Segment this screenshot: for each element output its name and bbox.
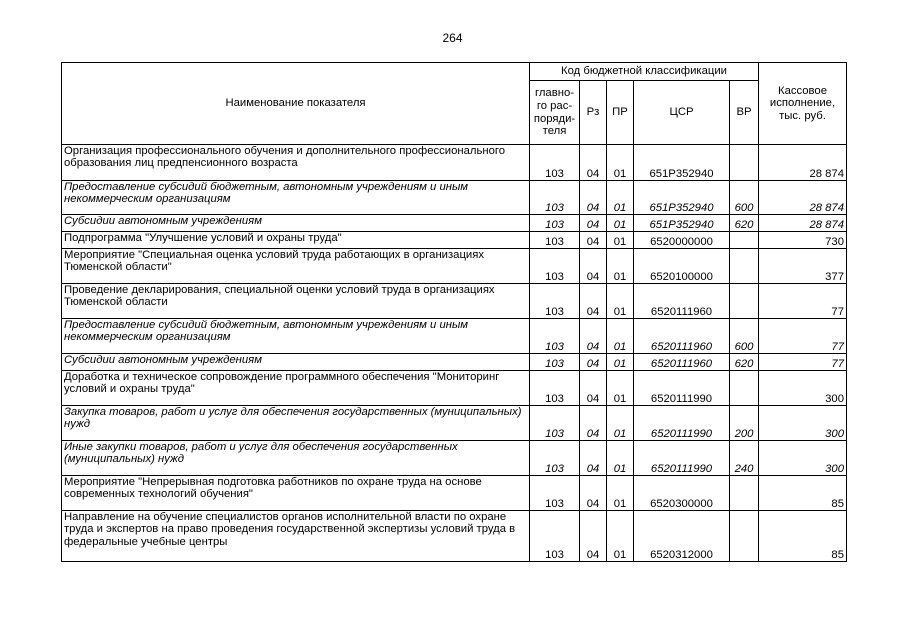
row-name: Субсидии автономным учреждениям bbox=[62, 215, 530, 232]
row-grbs: 103 bbox=[530, 232, 580, 249]
row-rz: 04 bbox=[580, 511, 607, 562]
table-row bbox=[62, 354, 847, 371]
row-pr: 01 bbox=[607, 215, 634, 232]
table-row bbox=[62, 406, 847, 441]
row-amount: 77 bbox=[759, 319, 847, 354]
row-pr: 01 bbox=[607, 145, 634, 181]
table-row bbox=[62, 371, 847, 406]
row-vr bbox=[730, 284, 759, 319]
row-rz: 04 bbox=[580, 476, 607, 511]
row-vr bbox=[730, 371, 759, 406]
row-pr: 01 bbox=[607, 232, 634, 249]
row-pr: 01 bbox=[607, 284, 634, 319]
row-csr: 6520300000 bbox=[634, 476, 730, 511]
row-grbs: 103 bbox=[530, 249, 580, 284]
row-csr: 651P352940 bbox=[634, 145, 730, 181]
row-vr: 240 bbox=[730, 441, 759, 476]
header-vr: ВР bbox=[730, 81, 759, 145]
row-rz: 04 bbox=[580, 354, 607, 371]
table-row bbox=[62, 284, 847, 319]
row-pr: 01 bbox=[607, 441, 634, 476]
row-rz: 04 bbox=[580, 249, 607, 284]
table-row bbox=[62, 441, 847, 476]
row-amount: 377 bbox=[759, 249, 847, 284]
row-amount: 730 bbox=[759, 232, 847, 249]
row-name: Проведение декларирования, специальной оценки условий труда в организациях Тюменской области bbox=[62, 284, 530, 319]
row-vr: 600 bbox=[730, 319, 759, 354]
row-amount: 300 bbox=[759, 371, 847, 406]
header-pr: ПР bbox=[607, 81, 634, 145]
row-vr bbox=[730, 249, 759, 284]
table-row bbox=[62, 511, 847, 562]
row-amount: 28 874 bbox=[759, 215, 847, 232]
page-number: 264 bbox=[442, 31, 463, 45]
row-csr: 6520111960 bbox=[634, 284, 730, 319]
row-vr: 620 bbox=[730, 354, 759, 371]
row-rz: 04 bbox=[580, 181, 607, 215]
row-grbs: 103 bbox=[530, 215, 580, 232]
row-grbs: 103 bbox=[530, 354, 580, 371]
header-code-group: Код бюджетной классификации bbox=[530, 63, 759, 81]
row-pr: 01 bbox=[607, 354, 634, 371]
row-csr: 6520312000 bbox=[634, 511, 730, 562]
row-pr: 01 bbox=[607, 371, 634, 406]
table-row bbox=[62, 145, 847, 181]
row-amount: 28 874 bbox=[759, 145, 847, 181]
row-rz: 04 bbox=[580, 441, 607, 476]
row-pr: 01 bbox=[607, 476, 634, 511]
row-grbs: 103 bbox=[530, 476, 580, 511]
row-pr: 01 bbox=[607, 319, 634, 354]
row-name: Мероприятие "Специальная оценка условий труда работающих в организациях Тюменской области" bbox=[62, 249, 530, 284]
table-row bbox=[62, 215, 847, 232]
row-name: Подпрограмма "Улучшение условий и охраны труда" bbox=[62, 232, 530, 249]
row-grbs: 103 bbox=[530, 441, 580, 476]
table-row bbox=[62, 181, 847, 215]
header-csr: ЦСР bbox=[634, 81, 730, 145]
row-grbs: 103 bbox=[530, 181, 580, 215]
row-rz: 04 bbox=[580, 232, 607, 249]
row-pr: 01 bbox=[607, 511, 634, 562]
row-amount: 77 bbox=[759, 354, 847, 371]
row-csr: 6520000000 bbox=[634, 232, 730, 249]
row-grbs: 103 bbox=[530, 284, 580, 319]
row-name: Иные закупки товаров, работ и услуг для обеспечения государственных (муниципальных) нужд bbox=[62, 441, 530, 476]
budget-execution-table bbox=[61, 62, 847, 562]
header-grbs: главно-го рас-поряди-теля bbox=[530, 81, 580, 145]
row-csr: 6520111990 bbox=[634, 441, 730, 476]
row-amount: 85 bbox=[759, 476, 847, 511]
row-name: Предоставление субсидий бюджетным, автономным учреждениям и иным некоммерческим организациям bbox=[62, 181, 530, 215]
row-csr: 6520111960 bbox=[634, 319, 730, 354]
row-rz: 04 bbox=[580, 371, 607, 406]
row-grbs: 103 bbox=[530, 145, 580, 181]
row-vr bbox=[730, 511, 759, 562]
row-vr: 200 bbox=[730, 406, 759, 441]
header-amount: Кассовое исполнение, тыс. руб. bbox=[759, 63, 847, 145]
row-amount: 77 bbox=[759, 284, 847, 319]
row-name: Субсидии автономным учреждениям bbox=[62, 354, 530, 371]
header-name: Наименование показателя bbox=[62, 63, 530, 145]
row-csr: 6520111990 bbox=[634, 371, 730, 406]
row-amount: 300 bbox=[759, 406, 847, 441]
row-rz: 04 bbox=[580, 215, 607, 232]
table-row bbox=[62, 319, 847, 354]
row-grbs: 103 bbox=[530, 406, 580, 441]
table-row bbox=[62, 476, 847, 511]
row-amount: 28 874 bbox=[759, 181, 847, 215]
header-rz: Рз bbox=[580, 81, 607, 145]
row-rz: 04 bbox=[580, 284, 607, 319]
row-rz: 04 bbox=[580, 145, 607, 181]
row-name: Направление на обучение специалистов органов исполнительной власти по охране труда и экспертов на право проведения государственной экспертизы условий труда в федеральные учебные центры bbox=[62, 511, 530, 562]
table-row bbox=[62, 232, 847, 249]
row-name: Доработка и техническое сопровождение программного обеспечения "Мониторинг условий и охраны труда" bbox=[62, 371, 530, 406]
row-amount: 85 bbox=[759, 511, 847, 562]
row-csr: 6520100000 bbox=[634, 249, 730, 284]
row-grbs: 103 bbox=[530, 371, 580, 406]
row-csr: 651P352940 bbox=[634, 215, 730, 232]
row-grbs: 103 bbox=[530, 319, 580, 354]
row-name: Организация профессионального обучения и дополнительного профессионального образования лиц предпенсионного возраста bbox=[62, 145, 530, 181]
row-csr: 651P352940 bbox=[634, 181, 730, 215]
row-rz: 04 bbox=[580, 319, 607, 354]
row-vr: 620 bbox=[730, 215, 759, 232]
row-vr bbox=[730, 476, 759, 511]
row-name: Мероприятие "Непрерывная подготовка работников по охране труда на основе современных технологий обучения" bbox=[62, 476, 530, 511]
row-csr: 6520111990 bbox=[634, 406, 730, 441]
row-vr bbox=[730, 145, 759, 181]
row-pr: 01 bbox=[607, 406, 634, 441]
row-name: Закупка товаров, работ и услуг для обеспечения государственных (муниципальных) нужд bbox=[62, 406, 530, 441]
row-name: Предоставление субсидий бюджетным, автономным учреждениям и иным некоммерческим организациям bbox=[62, 319, 530, 354]
row-amount: 300 bbox=[759, 441, 847, 476]
row-grbs: 103 bbox=[530, 511, 580, 562]
row-pr: 01 bbox=[607, 249, 634, 284]
row-rz: 04 bbox=[580, 406, 607, 441]
row-csr: 6520111960 bbox=[634, 354, 730, 371]
table-row bbox=[62, 249, 847, 284]
row-vr: 600 bbox=[730, 181, 759, 215]
row-pr: 01 bbox=[607, 181, 634, 215]
row-vr bbox=[730, 232, 759, 249]
